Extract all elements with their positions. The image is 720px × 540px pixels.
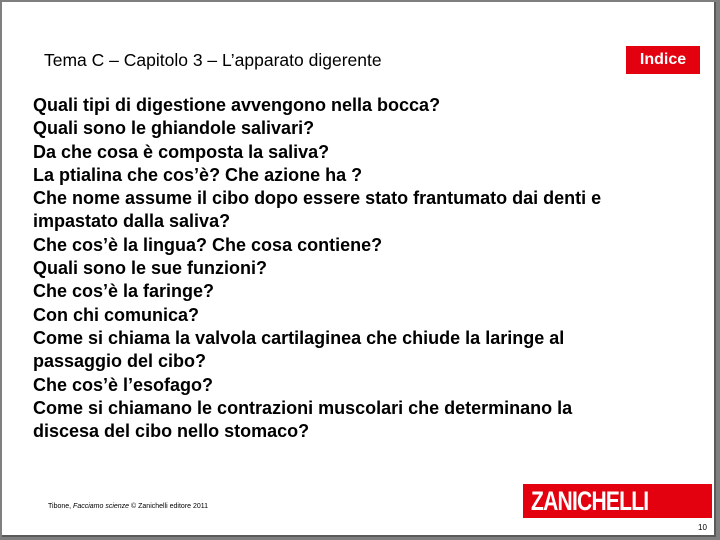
question-line: Che cos’è la lingua? Che cosa contiene? bbox=[33, 234, 383, 255]
question-line: Che cos’è la faringe? bbox=[33, 281, 215, 302]
question-line: Quali sono le sue funzioni? bbox=[33, 258, 268, 279]
question-line: impastato dalla saliva? bbox=[33, 211, 231, 232]
logo-text: ZANICHELLI bbox=[531, 485, 649, 516]
question-line: Che cos’è l’esofago? bbox=[33, 374, 214, 395]
page-number: 10 bbox=[698, 523, 707, 532]
question-line: Da che cosa è composta la saliva? bbox=[33, 141, 330, 162]
index-button[interactable]: Indice bbox=[626, 46, 700, 74]
question-line: La ptialina che cos’è? Che azione ha ? bbox=[33, 164, 363, 185]
credit-author: Tibone, bbox=[48, 503, 74, 510]
question-line: Quali sono le ghiandole salivari? bbox=[33, 118, 315, 139]
slide-title: Tema C – Capitolo 3 – L’apparato digerente bbox=[44, 50, 382, 70]
slide bbox=[2, 2, 716, 537]
credit-publisher: © Zanichelli editore 2011 bbox=[129, 503, 209, 510]
question-line: Come si chiama la valvola cartilaginea che chiude la laringe al bbox=[33, 327, 565, 348]
question-list bbox=[33, 94, 693, 443]
question-line: Che nome assume il cibo dopo essere stato frantumato dai denti e bbox=[33, 188, 602, 209]
question-line: Con chi comunica? bbox=[33, 304, 200, 325]
zanichelli-logo bbox=[523, 484, 712, 518]
question-line: Quali tipi di digestione avvengono nella bocca? bbox=[33, 95, 441, 115]
credit-book-title: Facciamo scienze bbox=[73, 503, 130, 510]
question-line: Come si chiamano le contrazioni muscolari che determinano la bbox=[33, 397, 573, 418]
question-line: passaggio del cibo? bbox=[33, 351, 207, 372]
copyright-credit bbox=[48, 503, 208, 510]
question-line: discesa del cibo nello stomaco? bbox=[33, 421, 310, 442]
